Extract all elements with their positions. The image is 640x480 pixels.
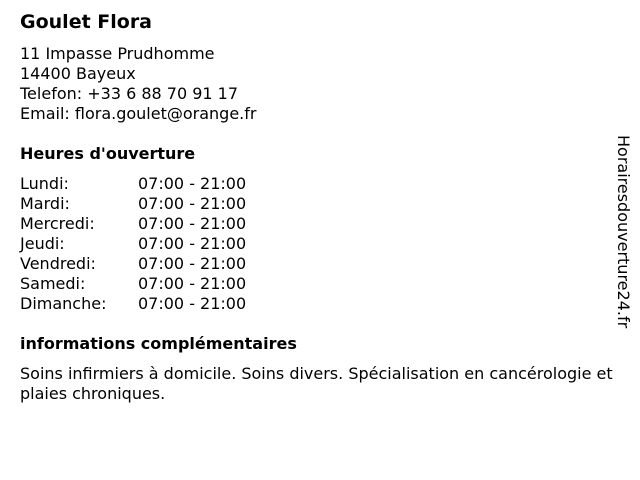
opening-hours-table (20, 174, 280, 314)
email-address: Email: flora.goulet@orange.fr (20, 104, 257, 123)
day-label: Mardi: (20, 194, 70, 213)
city-address: 14400 Bayeux (20, 64, 136, 83)
time-range: 07:00 - 21:00 (138, 274, 247, 293)
business-name: Goulet Flora (20, 11, 153, 33)
hours-row (20, 194, 280, 214)
day-label: Mercredi: (20, 214, 95, 233)
time-range: 07:00 - 21:00 (138, 254, 247, 273)
day-label: Samedi: (20, 274, 86, 293)
hours-row (20, 274, 280, 294)
time-range: 07:00 - 21:00 (138, 294, 247, 313)
time-range: 07:00 - 21:00 (138, 194, 247, 213)
time-range: 07:00 - 21:00 (138, 214, 247, 233)
opening-hours-heading: Heures d'ouverture (20, 144, 196, 163)
hours-row (20, 294, 280, 314)
hours-row (20, 234, 280, 254)
day-label: Jeudi: (20, 234, 65, 253)
hours-row (20, 214, 280, 234)
phone-number: Telefon: +33 6 88 70 91 17 (20, 84, 239, 103)
additional-info-heading: informations complémentaires (20, 334, 297, 353)
street-address: 11 Impasse Prudhomme (20, 44, 215, 63)
hours-row (20, 254, 280, 274)
additional-info-text: Soins infirmiers à domicile. Soins divers. Spécialisation en cancérologie et plaies chroniques. (20, 364, 613, 403)
day-label: Lundi: (20, 174, 69, 193)
time-range: 07:00 - 21:00 (138, 234, 247, 253)
contact-block (20, 44, 256, 124)
time-range: 07:00 - 21:00 (138, 174, 247, 193)
day-label: Vendredi: (20, 254, 96, 273)
day-label: Dimanche: (20, 294, 107, 313)
hours-row (20, 174, 280, 194)
site-watermark: Horairesdouverture24.fr (614, 135, 633, 329)
